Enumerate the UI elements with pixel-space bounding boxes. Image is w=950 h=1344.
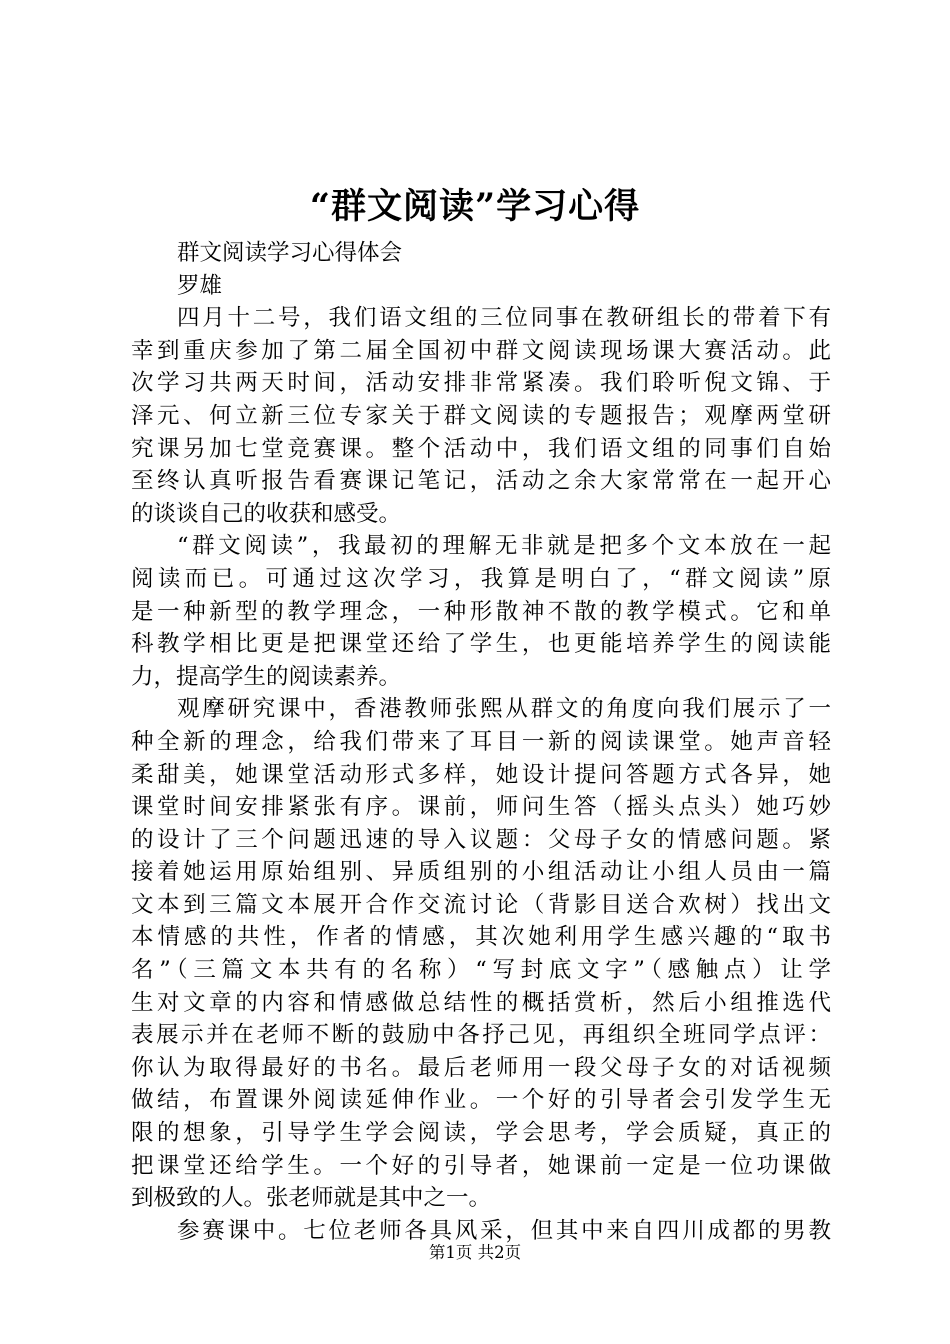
text-line: 本情感的共性，作者的情感，其次她利用学生感兴趣的“取书 bbox=[131, 924, 831, 951]
document-body bbox=[131, 237, 831, 1247]
text-line: 名”（三篇文本共有的名称）“写封底文字”（感触点）让学 bbox=[131, 957, 831, 984]
text-line: 到极致的人。张老师就是其中之一。 bbox=[131, 1185, 492, 1212]
text-line: 的设计了三个问题迅速的导入议题：父母子女的情感问题。紧 bbox=[131, 826, 831, 853]
text-line: “群文阅读”，我最初的理解无非就是把多个文本放在一起 bbox=[177, 533, 831, 560]
text-line: 泽元、何立新三位专家关于群文阅读的专题报告；观摩两堂研 bbox=[131, 402, 831, 429]
text-line: 究课另加七堂竞赛课。整个活动中，我们语文组的同事们自始 bbox=[131, 435, 831, 462]
text-line: 至终认真听报告看赛课记笔记，活动之余大家常常在一起开心 bbox=[131, 468, 831, 495]
text-line: 幸到重庆参加了第二届全国初中群文阅读现场课大赛活动。此 bbox=[131, 337, 831, 364]
document-author: 罗雄 bbox=[177, 272, 223, 299]
text-line: 课堂时间安排紧张有序。课前，师问生答（摇头点头）她巧妙 bbox=[131, 794, 831, 821]
text-line: 生对文章的内容和情感做总结性的概括赏析，然后小组推选代 bbox=[131, 989, 831, 1016]
text-line: 表展示并在老师不断的鼓励中各抒己见，再组织全班同学点评： bbox=[131, 1022, 831, 1049]
text-line: 接着她运用原始组别、异质组别的小组活动让小组人员由一篇 bbox=[131, 859, 831, 886]
text-line: 参赛课中。七位老师各具风采，但其中来自四川成都的男教 bbox=[177, 1217, 831, 1244]
text-line: 种全新的理念，给我们带来了耳目一新的阅读课堂。她声音轻 bbox=[131, 728, 831, 755]
text-line: 观摩研究课中，香港教师张熙从群文的角度向我们展示了一 bbox=[177, 696, 831, 723]
text-line: 文本到三篇文本展开合作交流讨论（背影目送合欢树）找出文 bbox=[131, 891, 831, 918]
text-line: 科教学相比更是把课堂还给了学生，也更能培养学生的阅读能 bbox=[131, 631, 831, 658]
text-line: 的谈谈自己的收获和感受。 bbox=[131, 500, 402, 527]
page-number: 第1页 共2页 bbox=[428, 1243, 522, 1262]
text-line: 你认为取得最好的书名。最后老师用一段父母子女的对话视频 bbox=[131, 1054, 831, 1081]
text-line: 做结，布置课外阅读延伸作业。一个好的引导者会引发学生无 bbox=[131, 1087, 831, 1114]
document-subtitle: 群文阅读学习心得体会 bbox=[177, 240, 403, 266]
text-line: 力，提高学生的阅读素养。 bbox=[131, 663, 402, 690]
document-title: “群文阅读”学习心得 bbox=[309, 186, 641, 227]
text-line: 阅读而已。可通过这次学习，我算是明白了，“群文阅读”原 bbox=[131, 565, 831, 592]
text-line: 柔甜美，她课堂活动形式多样，她设计提问答题方式各异，她 bbox=[131, 761, 831, 788]
text-line: 把课堂还给学生。一个好的引导者，她课前一定是一位功课做 bbox=[131, 1152, 831, 1179]
text-line: 次学习共两天时间，活动安排非常紧凑。我们聆听倪文锦、于 bbox=[131, 370, 831, 397]
text-line: 是一种新型的教学理念，一种形散神不散的教学模式。它和单 bbox=[131, 598, 831, 625]
text-line: 四月十二号，我们语文组的三位同事在教研组长的带着下有 bbox=[177, 305, 831, 332]
text-line: 限的想象，引导学生学会阅读，学会思考，学会质疑，真正的 bbox=[131, 1120, 831, 1147]
